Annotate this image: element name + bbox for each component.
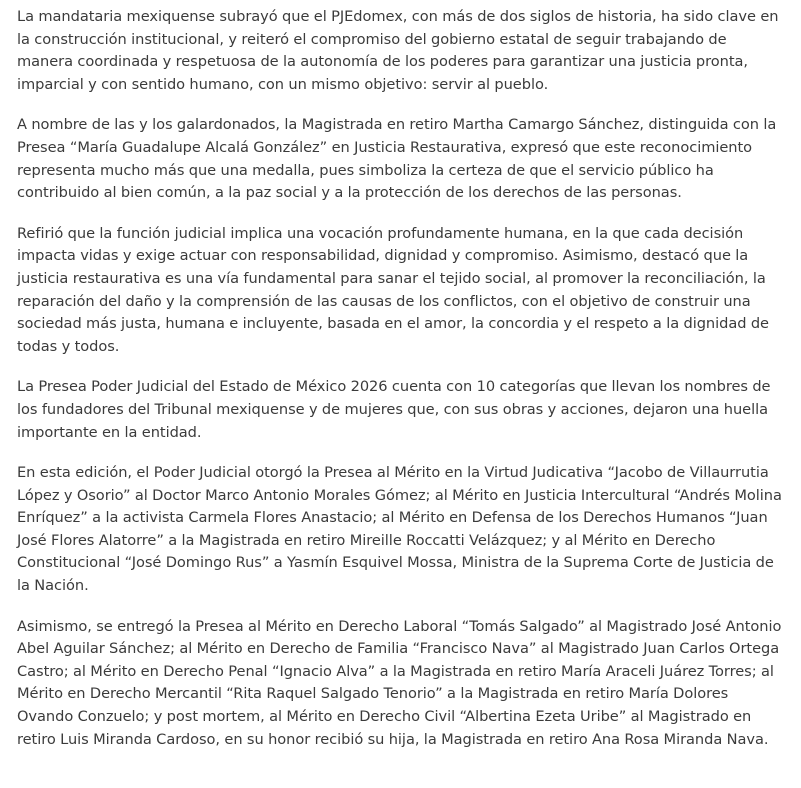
article-paragraph: La mandataria mexiquense subrayó que el PJEdomex, con más de dos siglos de historia, ha sido clave en la construcción institucional, y reiteró el compromiso del gobierno estatal de seguir trabajando de manera coordinada y respetuosa de la autonomía de los poderes para garantizar una justicia pronta, imparcial y con sentido humano, con un mismo objetivo: servir al pueblo. [17, 8, 779, 93]
article-paragraph: A nombre de las y los galardonados, la Magistrada en retiro Martha Camargo Sánchez, distinguida con la Presea “María Guadalupe Alcalá González” en Justicia Restaurativa, expresó que este reconocimiento representa mucho más que una medalla, pues simboliza la certeza de que el servicio público ha contribuido al bien común, a la paz social y a la protección de los derechos de las personas. [17, 116, 777, 202]
article-paragraph: Asimismo, se entregó la Presea al Mérito en Derecho Laboral “Tomás Salgado” al Magistrado José Antonio Abel Aguilar Sánchez; al Mérito en Derecho de Familia “Francisco Nava” al Magistrado Juan Carlos Ortega Castro; al Mérito en Derecho Penal “Ignacio Alva” a la Magistrada en retiro María Araceli Juárez Torres; al Mérito en Derecho Mercantil “Rita Raquel Salgado Tenorio” a la Magistrada en retiro María Dolores Ovando Conzuelo; y post mortem, al Mérito en Derecho Civil “Albertina Ezeta Uribe” al Magistrado en retiro Luis Miranda Cardoso, en su honor recibió su hija, la Magistrada en retiro Ana Rosa Miranda Nava. [17, 617, 782, 748]
article-paragraph: Refirió que la función judicial implica una vocación profundamente humana, en la que cada decisión impacta vidas y exige actuar con responsabilidad, dignidad y compromiso. Asimismo, destacó que la justicia restaurativa es una vía fundamental para sanar el tejido social, al promover la reconciliación, la reparación del daño y la comprensión de las causas de los conflictos, con el objetivo de construir una sociedad más justa, humana e incluyente, basada en el amor, la concordia y el respeto a la dignidad de todas y todos. [17, 224, 769, 355]
article-paragraph: En esta edición, el Poder Judicial otorgó la Presea al Mérito en la Virtud Judicativa “Jacobo de Villaurrutia López y Osorio” al Doctor Marco Antonio Morales Gómez; al Mérito en Justicia Intercultural “Andrés Molina Enríquez” a la activista Carmela Flores Anastacio; al Mérito en Defensa de los Derechos Humanos “Juan José Flores Alatorre” a la Magistrada en retiro Mireille Roccatti Velázquez; y al Mérito en Derecho Constitucional “José Domingo Rus” a Yasmín Esquivel Mossa, Ministra de la Suprema Corte de Justicia de la Nación. [17, 464, 782, 595]
article-paragraph: La Presea Poder Judicial del Estado de México 2026 cuenta con 10 categorías que llevan los nombres de los fundadores del Tribunal mexiquense y de mujeres que, con sus obras y acciones, dejaron una huella importante en la entidad. [17, 378, 771, 441]
